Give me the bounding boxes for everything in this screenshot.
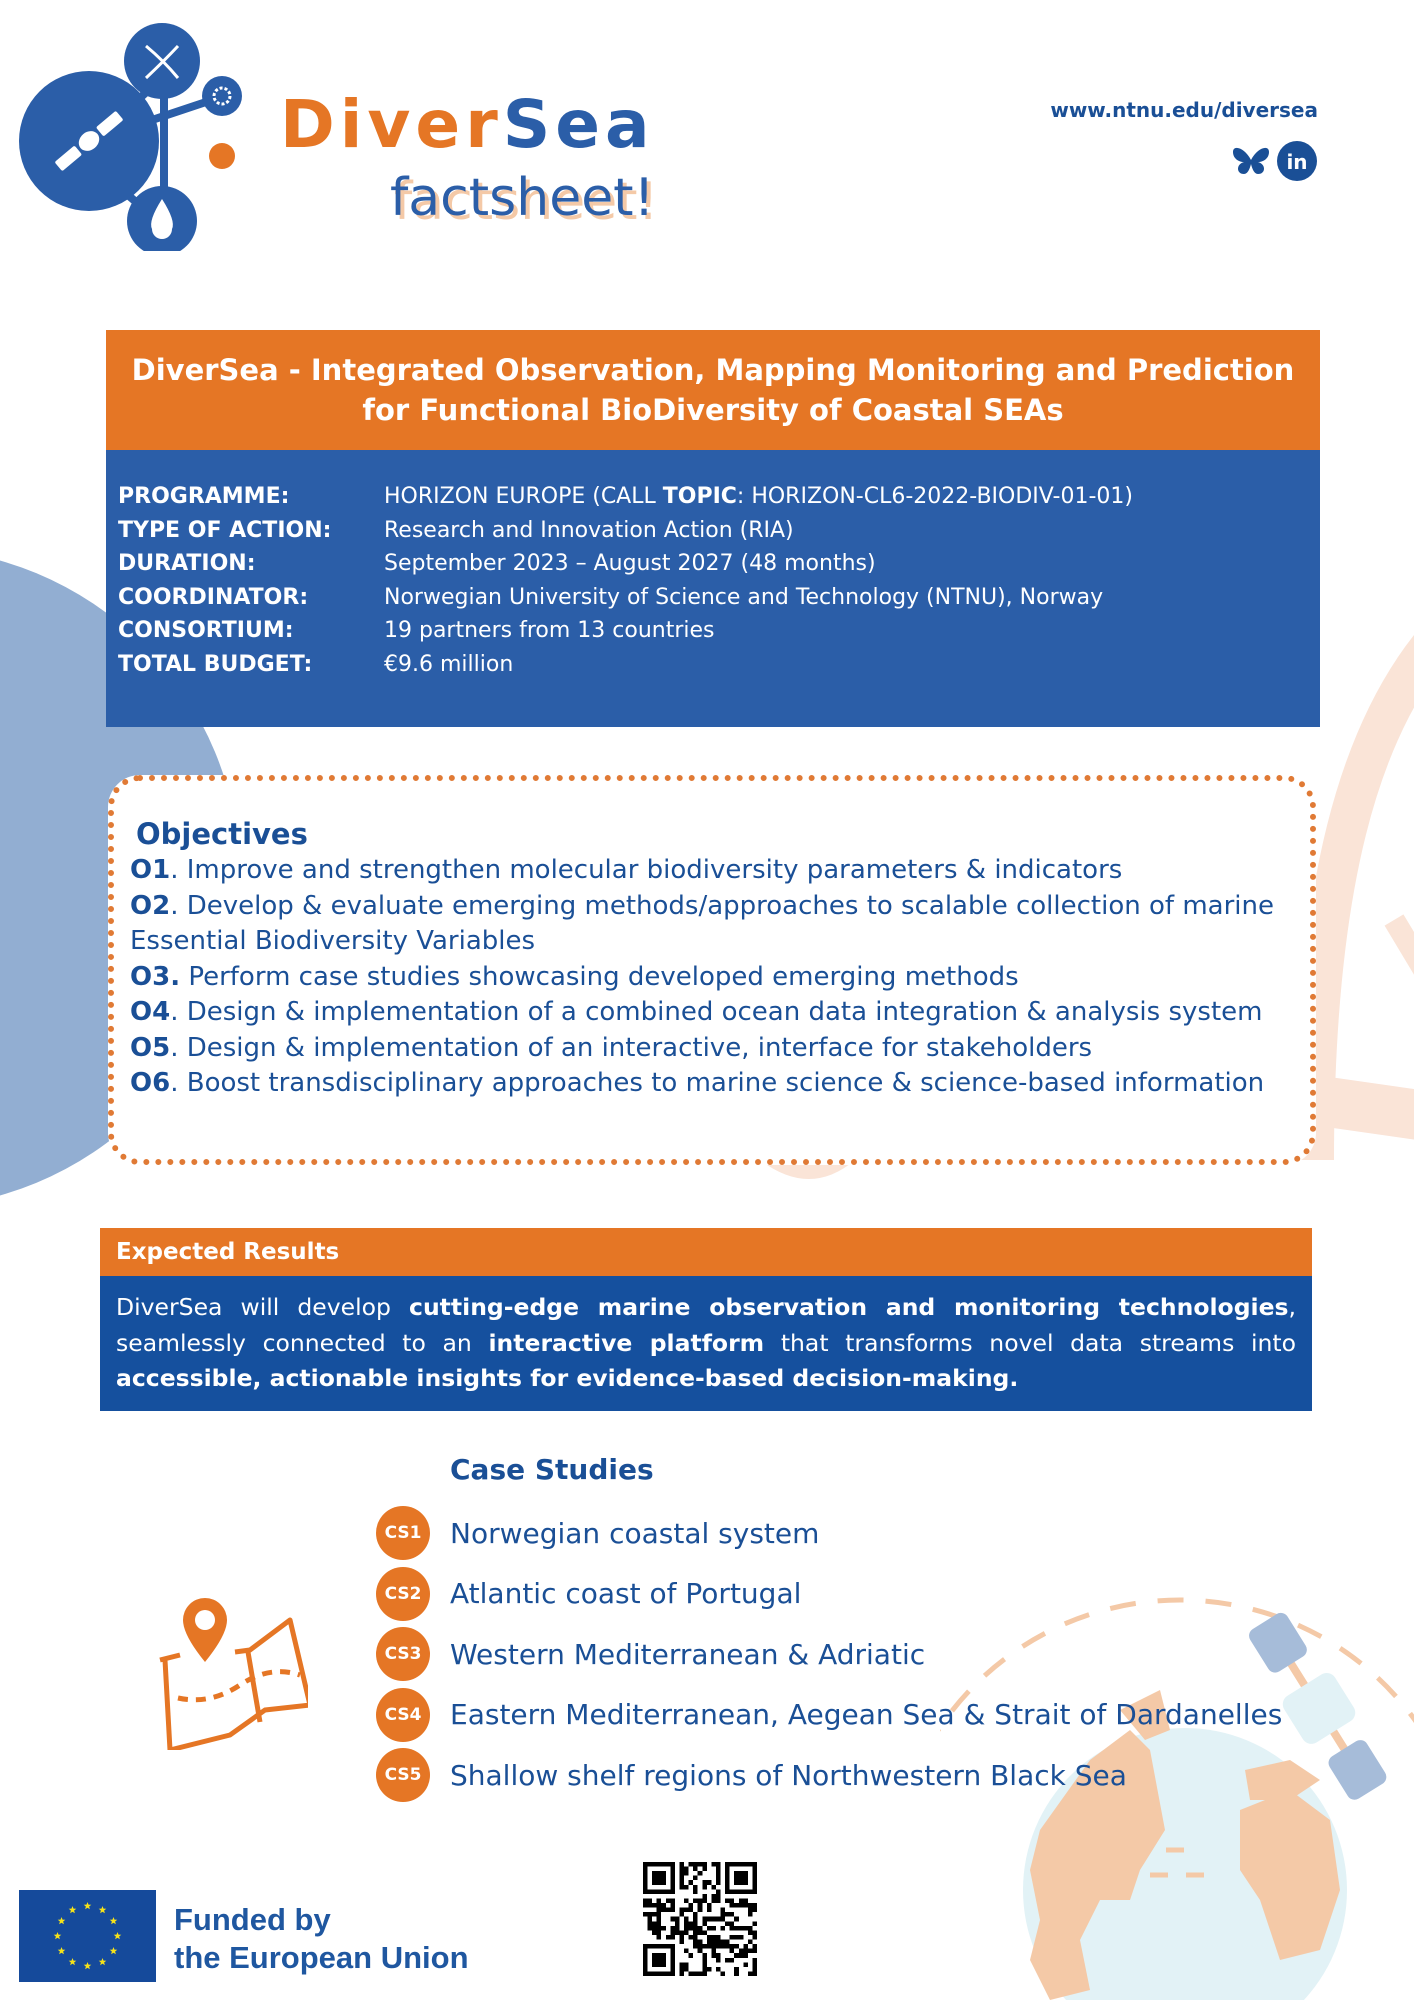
objective-text: Design & implementation of an interactive, interface for stakeholders [178,1032,1093,1063]
project-info-box [106,450,1320,727]
brand-sea: Sea [502,86,655,163]
funded-by-eu-label [174,1901,469,1977]
text-bold: interactive platform [488,1328,765,1357]
case-study-label: Atlantic coast of Portugal [450,1577,802,1611]
linkedin-icon[interactable] [1276,140,1318,182]
objective-text: Design & implementation of a combined ocean data integration & analysis system [178,997,1263,1027]
expected-results-title: Expected Results [100,1228,1312,1276]
text-span: that transforms novel data streams into [764,1328,1296,1357]
case-study-badge: CS2 [376,1567,430,1621]
text-bold: cutting-edge marine observation and monitoring technologies [409,1293,1289,1321]
brand-wordmark [280,86,655,163]
objective-text: Improve and strengthen molecular biodiversity parameters & indicators [178,855,1123,885]
objective-item [130,853,1292,889]
website-link[interactable]: www.ntnu.edu/diversea [1050,98,1318,122]
objective-sep: . [170,890,179,921]
objective-sep: . [170,1032,179,1063]
objective-code: O6 [130,1068,171,1098]
objective-text: Develop & evaluate emerging methods/approaches to scalable collection of marine Essential Biodiversity Variables [130,890,1274,956]
info-label: TOTAL BUDGET: [118,651,313,677]
case-study-label: Western Mediterranean & Adriatic [450,1637,926,1671]
info-value: Norwegian University of Science and Technology (NTNU), Norway [384,584,1104,610]
case-study-badge: CS4 [376,1688,430,1742]
info-row-programme [118,480,1320,514]
objective-code: O1 [130,855,171,885]
text-span: , seamlessly connected to an [116,1293,1296,1357]
case-study-item [376,1624,1282,1685]
objectives-title: Objectives [136,817,308,851]
info-label: TYPE OF ACTION: [118,517,332,543]
funded-line-2: the European Union [174,1940,469,1975]
case-study-item [376,1685,1282,1746]
brand-diver: Diver [280,86,503,163]
info-value: 19 partners from 13 countries [384,618,715,643]
case-study-badge: CS3 [376,1627,430,1681]
objective-code: O4 [130,997,171,1027]
objective-code: O2 [130,890,171,921]
svg-text:in: in [1286,150,1308,174]
diversea-logo-mark [14,16,249,251]
objective-sep: . [170,997,179,1027]
expected-results-body [100,1276,1312,1411]
info-value: September 2023 – August 2027 (48 months) [384,551,876,576]
objective-item [130,889,1292,960]
funded-line-1: Funded by [174,1902,331,1937]
case-studies-list [376,1503,1282,1806]
bluesky-butterfly-icon[interactable] [1230,140,1272,182]
info-row-total-budget [118,648,1320,682]
info-value [384,480,1320,514]
qr-code[interactable] [643,1862,757,1976]
info-value-text: : HORIZON-CL6-2022-BIODIV-01-01) [736,484,1133,509]
project-title: DiverSea - Integrated Observation, Mapping Monitoring and Prediction for Functional BioDiversity of Coastal SEAs [131,353,1295,427]
social-links [1230,140,1318,182]
objective-text: Perform case studies showcasing developed emerging methods [180,961,1019,992]
case-study-item [376,1503,1282,1564]
objective-sep: . [170,855,179,885]
objective-code: O3. [130,961,181,992]
info-label: COORDINATOR: [118,584,309,610]
objective-item [130,995,1292,1031]
objectives-box [108,775,1316,1165]
info-label: CONSORTIUM: [118,618,294,643]
info-row-consortium [118,614,1320,648]
info-row-type-of-action [118,514,1320,548]
objective-item [130,1066,1292,1102]
objective-item [130,1031,1292,1067]
factsheet-subtitle: factsheet! [390,168,655,228]
info-row-duration [118,547,1320,581]
info-value: Research and Innovation Action (RIA) [384,517,794,543]
expected-results-section [100,1228,1312,1411]
case-study-item [376,1745,1282,1806]
info-value-bold: TOPIC [662,484,737,509]
project-title-band [106,330,1320,450]
case-study-item [376,1564,1282,1625]
objective-text: Boost transdisciplinary approaches to marine science & science-based information [178,1068,1265,1098]
text-bold: accessible, actionable insights for evidence-based decision-making. [116,1364,1019,1392]
info-value-text: HORIZON EUROPE (CALL [384,484,663,509]
case-study-label: Norwegian coastal system [450,1516,820,1550]
objective-item [130,960,1292,996]
text-span: DiverSea will develop [116,1293,410,1321]
info-value: €9.6 million [384,651,514,677]
objective-code: O5 [130,1032,171,1063]
case-study-badge: CS1 [376,1506,430,1560]
info-label: PROGRAMME: [118,484,290,509]
gear-icon [202,76,242,116]
map-pin-icon [140,1590,308,1750]
objective-sep: . [170,1068,179,1098]
case-study-label: Shallow shelf regions of Northwestern Black Sea [450,1758,1127,1792]
info-label: DURATION: [118,551,256,576]
case-studies-title: Case Studies [450,1453,654,1486]
info-row-coordinator [118,581,1320,615]
case-study-badge: CS5 [376,1748,430,1802]
eu-flag-icon [19,1890,156,1982]
case-study-label: Eastern Mediterranean, Aegean Sea & Strait of Dardanelles [450,1698,1283,1732]
